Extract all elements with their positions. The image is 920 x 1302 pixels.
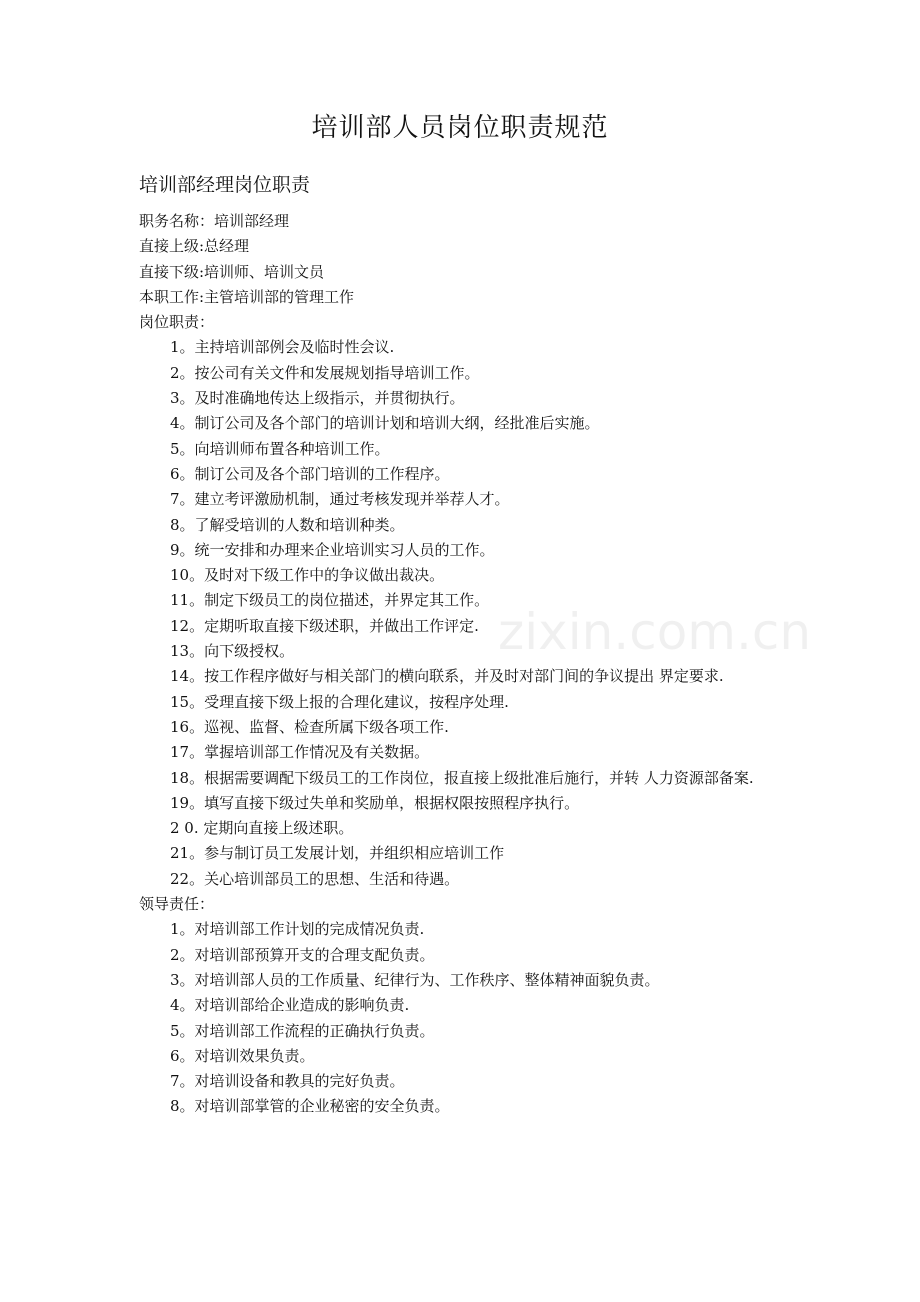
responsibility-item: 6。对培训效果负责。 bbox=[170, 1046, 315, 1065]
responsibility-item: 2。对培训部预算开支的合理支配负责。 bbox=[170, 945, 435, 964]
duties-label: 岗位职责： bbox=[139, 313, 215, 332]
field-direct-superior: 直接上级:总经理 bbox=[139, 237, 250, 256]
section-title: 培训部经理岗位职责 bbox=[139, 174, 311, 196]
responsibility-item: 4。对培训部给企业造成的影响负责. bbox=[170, 996, 410, 1015]
duty-item: 22。关心培训部员工的思想、生活和待遇。 bbox=[170, 869, 460, 888]
duty-item: 16。巡视、监督、检查所属下级各项工作. bbox=[170, 717, 449, 736]
responsibility-item: 3。对培训部人员的工作质量、纪律行为、工作秩序、整体精神面貌负责。 bbox=[170, 970, 660, 989]
responsibility-item: 5。对培训部工作流程的正确执行负责。 bbox=[170, 1021, 435, 1040]
responsibility-list bbox=[139, 917, 789, 1119]
field-main-work: 本职工作:主管培训部的管理工作 bbox=[139, 287, 355, 306]
responsibility-item: 1。对培训部工作计划的完成情况负责. bbox=[170, 920, 425, 939]
duty-item: 13。向下级授权。 bbox=[170, 642, 295, 661]
document-body bbox=[139, 209, 789, 1120]
duty-item: 5。向培训师布置各种培训工作。 bbox=[170, 439, 390, 458]
watermark-text: zixin.com.cn bbox=[498, 603, 812, 661]
duty-item: 11。制定下级员工的岗位描述，并界定其工作。 bbox=[170, 591, 490, 610]
duty-item: 15。受理直接下级上报的合理化建议，按程序处理. bbox=[170, 692, 509, 711]
duty-item: 3。及时准确地传达上级指示，并贯彻执行。 bbox=[170, 389, 465, 408]
responsibility-item: 8。对培训部掌管的企业秘密的安全负责。 bbox=[170, 1097, 450, 1116]
duty-item: 21。参与制订员工发展计划，并组织相应培训工作 bbox=[170, 844, 505, 863]
duty-item: 6。制订公司及各个部门培训的工作程序。 bbox=[170, 464, 450, 483]
duty-item: 9。统一安排和办理来企业培训实习人员的工作。 bbox=[170, 540, 495, 559]
field-job-title: 职务名称：培训部经理 bbox=[139, 212, 290, 230]
duty-item: 19。填写直接下级过失单和奖励单，根据权限按照程序执行。 bbox=[170, 793, 580, 812]
duty-item: 7。建立考评激励机制，通过考核发现并举荐人才。 bbox=[170, 490, 510, 509]
field-direct-subordinates: 直接下级:培训师、培训文员 bbox=[139, 262, 325, 281]
duty-item: 17。掌握培训部工作情况及有关数据。 bbox=[170, 743, 430, 762]
duties-list bbox=[139, 335, 789, 892]
responsibility-item: 7。对培训设备和教具的完好负责。 bbox=[170, 1072, 405, 1091]
duty-item: 12。定期听取直接下级述职，并做出工作评定. bbox=[170, 616, 479, 635]
duty-item: 14。按工作程序做好与相关部门的横向联系，并及时对部门间的争议提出 界定要求. bbox=[170, 667, 724, 686]
duty-item: 10。及时对下级工作中的争议做出裁决。 bbox=[170, 566, 445, 585]
duty-item: 18。根据需要调配下级员工的工作岗位，报直接上级批准后施行，并转 人力资源部备案. bbox=[170, 768, 754, 787]
duty-item: 2。按公司有关文件和发展规划指导培训工作。 bbox=[170, 363, 480, 382]
duty-item: 1。主持培训部例会及临时性会议. bbox=[170, 338, 395, 357]
duty-item: 4。制订公司及各个部门的培训计划和培训大纲，经批准后实施。 bbox=[170, 414, 600, 433]
document-title: 培训部人员岗位职责规范 bbox=[311, 113, 609, 143]
responsibility-label: 领导责任： bbox=[139, 895, 215, 914]
duty-item: 2 0. 定期向直接上级述职。 bbox=[170, 819, 354, 838]
duty-item: 8。了解受培训的人数和培训种类。 bbox=[170, 515, 405, 534]
